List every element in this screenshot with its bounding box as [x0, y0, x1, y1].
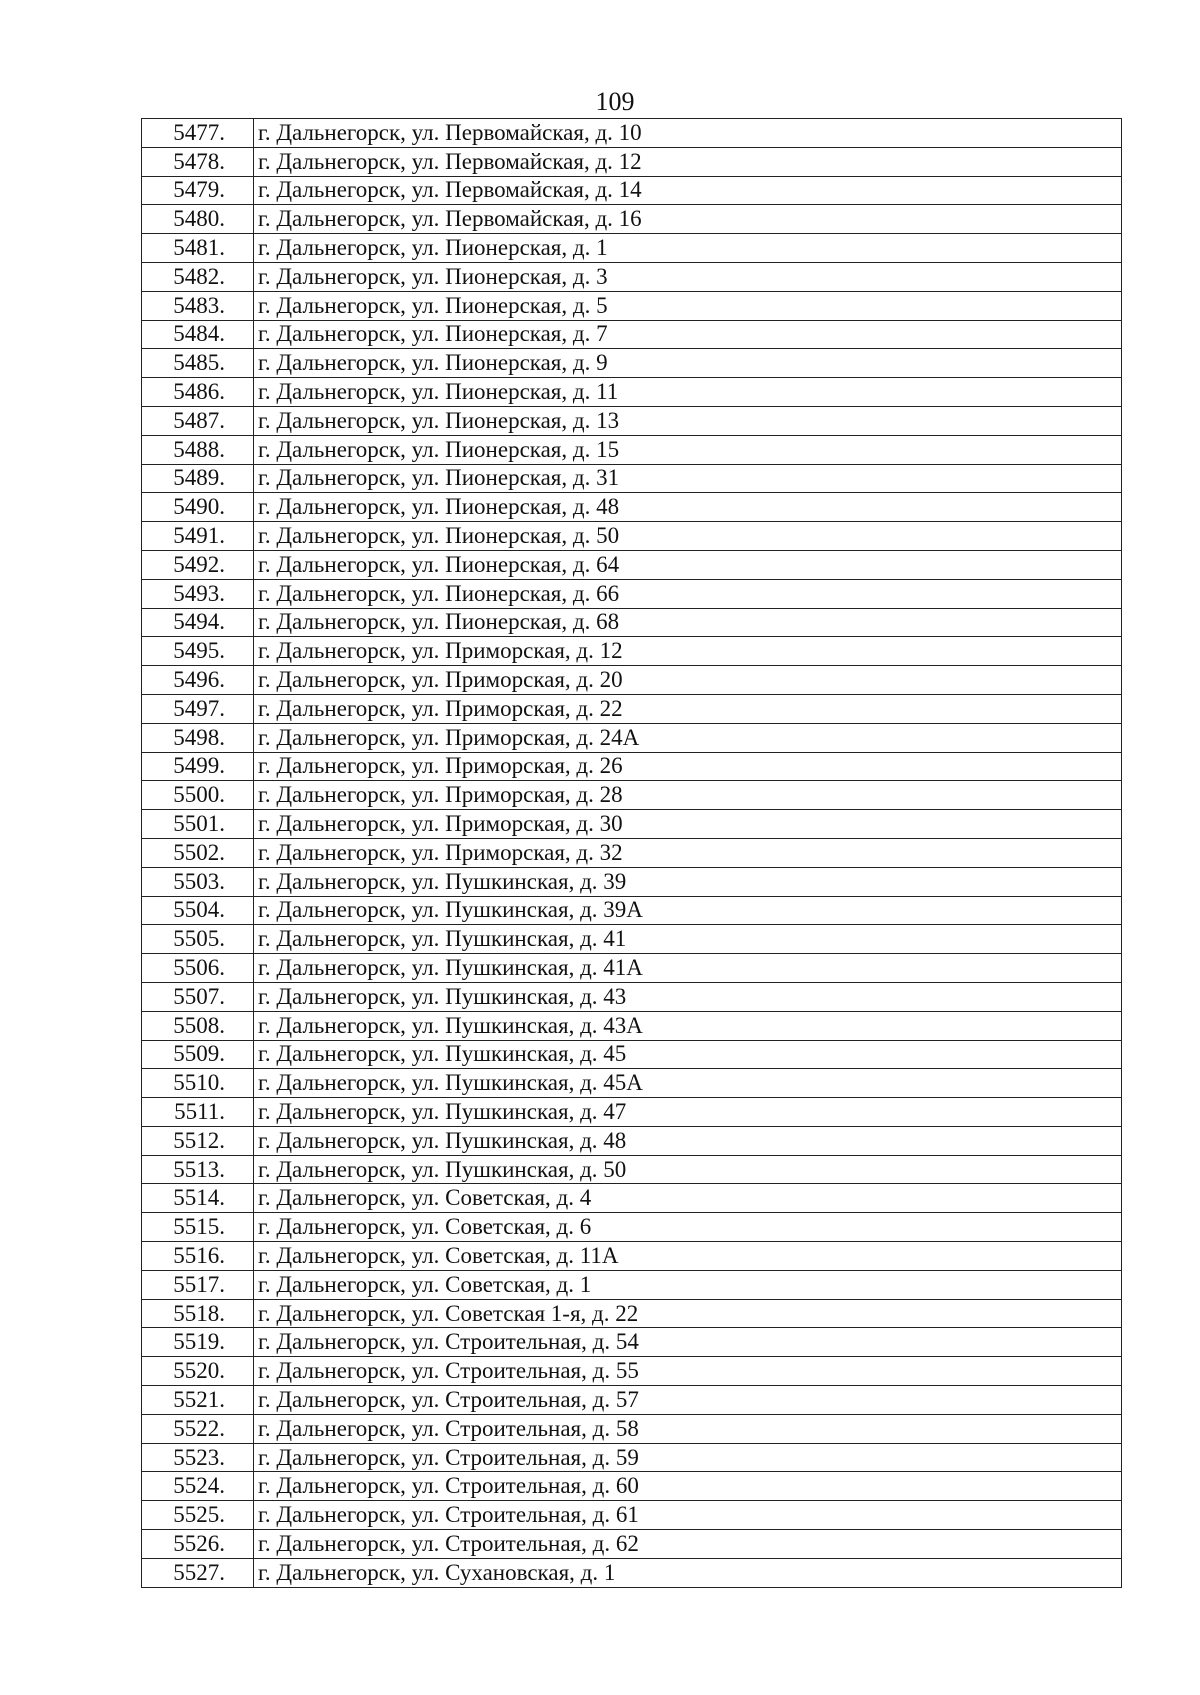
row-number: 5512. [142, 1126, 254, 1155]
table-row [142, 925, 1122, 954]
row-number: 5521. [142, 1386, 254, 1415]
table-row [142, 579, 1122, 608]
row-address: г. Дальнегорск, ул. Сухановская, д. 1 [254, 1558, 1122, 1587]
table-row [142, 176, 1122, 205]
table-row [142, 867, 1122, 896]
row-address: г. Дальнегорск, ул. Пионерская, д. 50 [254, 522, 1122, 551]
table-row [142, 1558, 1122, 1587]
table-row [142, 320, 1122, 349]
row-address: г. Дальнегорск, ул. Приморская, д. 22 [254, 694, 1122, 723]
row-address: г. Дальнегорск, ул. Первомайская, д. 12 [254, 147, 1122, 176]
row-address: г. Дальнегорск, ул. Пионерская, д. 66 [254, 579, 1122, 608]
row-address: г. Дальнегорск, ул. Пушкинская, д. 48 [254, 1126, 1122, 1155]
row-address: г. Дальнегорск, ул. Пушкинская, д. 39 [254, 867, 1122, 896]
row-address: г. Дальнегорск, ул. Советская, д. 4 [254, 1184, 1122, 1213]
table-row [142, 493, 1122, 522]
row-number: 5478. [142, 147, 254, 176]
row-number: 5520. [142, 1357, 254, 1386]
row-address: г. Дальнегорск, ул. Пионерская, д. 7 [254, 320, 1122, 349]
row-address: г. Дальнегорск, ул. Строительная, д. 61 [254, 1501, 1122, 1530]
row-number: 5504. [142, 896, 254, 925]
table-row [142, 1213, 1122, 1242]
table-row [142, 378, 1122, 407]
row-address: г. Дальнегорск, ул. Строительная, д. 55 [254, 1357, 1122, 1386]
table-row [142, 781, 1122, 810]
table-row [142, 1501, 1122, 1530]
row-address: г. Дальнегорск, ул. Приморская, д. 12 [254, 637, 1122, 666]
row-address: г. Дальнегорск, ул. Строительная, д. 59 [254, 1443, 1122, 1472]
row-number: 5511. [142, 1098, 254, 1127]
table-row [142, 637, 1122, 666]
row-number: 5501. [142, 810, 254, 839]
row-address: г. Дальнегорск, ул. Пионерская, д. 11 [254, 378, 1122, 407]
table-row [142, 1472, 1122, 1501]
table-row [142, 838, 1122, 867]
table-row [142, 1040, 1122, 1069]
table-row [142, 694, 1122, 723]
table-row [142, 1184, 1122, 1213]
table-row [142, 1126, 1122, 1155]
table-row [142, 982, 1122, 1011]
table-row [142, 464, 1122, 493]
table-row [142, 1242, 1122, 1271]
row-number: 5526. [142, 1530, 254, 1559]
row-number: 5496. [142, 666, 254, 695]
row-number: 5480. [142, 205, 254, 234]
table-row [142, 1098, 1122, 1127]
row-number: 5486. [142, 378, 254, 407]
row-number: 5507. [142, 982, 254, 1011]
row-number: 5484. [142, 320, 254, 349]
row-number: 5503. [142, 867, 254, 896]
table-row [142, 291, 1122, 320]
row-number: 5527. [142, 1558, 254, 1587]
row-address: г. Дальнегорск, ул. Пушкинская, д. 41 [254, 925, 1122, 954]
table-row [142, 1270, 1122, 1299]
row-address: г. Дальнегорск, ул. Пионерская, д. 68 [254, 608, 1122, 637]
row-number: 5479. [142, 176, 254, 205]
row-number: 5510. [142, 1069, 254, 1098]
row-number: 5505. [142, 925, 254, 954]
table-row [142, 1069, 1122, 1098]
row-address: г. Дальнегорск, ул. Пионерская, д. 13 [254, 406, 1122, 435]
table-row [142, 1328, 1122, 1357]
row-address: г. Дальнегорск, ул. Советская 1-я, д. 22 [254, 1299, 1122, 1328]
row-address: г. Дальнегорск, ул. Пушкинская, д. 50 [254, 1155, 1122, 1184]
row-address: г. Дальнегорск, ул. Пионерская, д. 9 [254, 349, 1122, 378]
row-number: 5477. [142, 119, 254, 148]
row-address: г. Дальнегорск, ул. Пионерская, д. 3 [254, 262, 1122, 291]
row-number: 5489. [142, 464, 254, 493]
row-address: г. Дальнегорск, ул. Пионерская, д. 1 [254, 234, 1122, 263]
row-number: 5482. [142, 262, 254, 291]
row-number: 5523. [142, 1443, 254, 1472]
row-number: 5491. [142, 522, 254, 551]
table-row [142, 810, 1122, 839]
row-address: г. Дальнегорск, ул. Пионерская, д. 64 [254, 550, 1122, 579]
row-address: г. Дальнегорск, ул. Приморская, д. 20 [254, 666, 1122, 695]
address-table-body [142, 119, 1122, 1588]
row-number: 5514. [142, 1184, 254, 1213]
row-address: г. Дальнегорск, ул. Пионерская, д. 48 [254, 493, 1122, 522]
table-row [142, 1530, 1122, 1559]
table-row [142, 954, 1122, 983]
row-address: г. Дальнегорск, ул. Советская, д. 6 [254, 1213, 1122, 1242]
row-address: г. Дальнегорск, ул. Строительная, д. 58 [254, 1414, 1122, 1443]
row-address: г. Дальнегорск, ул. Первомайская, д. 10 [254, 119, 1122, 148]
row-address: г. Дальнегорск, ул. Пушкинская, д. 39А [254, 896, 1122, 925]
row-number: 5492. [142, 550, 254, 579]
row-number: 5522. [142, 1414, 254, 1443]
row-number: 5481. [142, 234, 254, 263]
table-row [142, 522, 1122, 551]
row-number: 5488. [142, 435, 254, 464]
row-address: г. Дальнегорск, ул. Пушкинская, д. 45 [254, 1040, 1122, 1069]
table-row [142, 406, 1122, 435]
row-address: г. Дальнегорск, ул. Первомайская, д. 14 [254, 176, 1122, 205]
page-number: 109 [595, 87, 635, 116]
row-address: г. Дальнегорск, ул. Строительная, д. 54 [254, 1328, 1122, 1357]
table-row [142, 1386, 1122, 1415]
row-number: 5518. [142, 1299, 254, 1328]
row-address: г. Дальнегорск, ул. Приморская, д. 24А [254, 723, 1122, 752]
row-address: г. Дальнегорск, ул. Пушкинская, д. 43 [254, 982, 1122, 1011]
table-row [142, 752, 1122, 781]
row-address: г. Дальнегорск, ул. Пушкинская, д. 47 [254, 1098, 1122, 1127]
row-address: г. Дальнегорск, ул. Приморская, д. 26 [254, 752, 1122, 781]
row-number: 5513. [142, 1155, 254, 1184]
row-number: 5487. [142, 406, 254, 435]
row-address: г. Дальнегорск, ул. Строительная, д. 57 [254, 1386, 1122, 1415]
row-number: 5524. [142, 1472, 254, 1501]
table-row [142, 608, 1122, 637]
row-address: г. Дальнегорск, ул. Первомайская, д. 16 [254, 205, 1122, 234]
row-number: 5483. [142, 291, 254, 320]
row-address: г. Дальнегорск, ул. Пионерская, д. 5 [254, 291, 1122, 320]
row-address: г. Дальнегорск, ул. Приморская, д. 30 [254, 810, 1122, 839]
table-row [142, 262, 1122, 291]
row-number: 5515. [142, 1213, 254, 1242]
table-row [142, 896, 1122, 925]
row-address: г. Дальнегорск, ул. Пионерская, д. 15 [254, 435, 1122, 464]
row-number: 5500. [142, 781, 254, 810]
row-address: г. Дальнегорск, ул. Пионерская, д. 31 [254, 464, 1122, 493]
row-address: г. Дальнегорск, ул. Советская, д. 11А [254, 1242, 1122, 1271]
row-number: 5499. [142, 752, 254, 781]
table-row [142, 1299, 1122, 1328]
row-number: 5495. [142, 637, 254, 666]
row-number: 5497. [142, 694, 254, 723]
row-address: г. Дальнегорск, ул. Пушкинская, д. 45А [254, 1069, 1122, 1098]
row-number: 5498. [142, 723, 254, 752]
table-row [142, 1357, 1122, 1386]
row-address: г. Дальнегорск, ул. Строительная, д. 62 [254, 1530, 1122, 1559]
row-number: 5490. [142, 493, 254, 522]
address-table [141, 118, 1122, 1588]
table-row [142, 435, 1122, 464]
table-row [142, 349, 1122, 378]
row-number: 5509. [142, 1040, 254, 1069]
row-number: 5508. [142, 1011, 254, 1040]
row-number: 5516. [142, 1242, 254, 1271]
row-address: г. Дальнегорск, ул. Приморская, д. 28 [254, 781, 1122, 810]
row-number: 5502. [142, 838, 254, 867]
table-row [142, 234, 1122, 263]
row-number: 5517. [142, 1270, 254, 1299]
row-number: 5525. [142, 1501, 254, 1530]
table-row [142, 1414, 1122, 1443]
table-row [142, 550, 1122, 579]
row-address: г. Дальнегорск, ул. Советская, д. 1 [254, 1270, 1122, 1299]
table-row [142, 147, 1122, 176]
row-address: г. Дальнегорск, ул. Пушкинская, д. 41А [254, 954, 1122, 983]
table-row [142, 666, 1122, 695]
row-number: 5494. [142, 608, 254, 637]
table-row [142, 723, 1122, 752]
row-address: г. Дальнегорск, ул. Пушкинская, д. 43А [254, 1011, 1122, 1040]
row-number: 5493. [142, 579, 254, 608]
table-row [142, 1443, 1122, 1472]
row-number: 5485. [142, 349, 254, 378]
row-number: 5519. [142, 1328, 254, 1357]
table-row [142, 1155, 1122, 1184]
row-number: 5506. [142, 954, 254, 983]
table-row [142, 1011, 1122, 1040]
row-address: г. Дальнегорск, ул. Строительная, д. 60 [254, 1472, 1122, 1501]
row-address: г. Дальнегорск, ул. Приморская, д. 32 [254, 838, 1122, 867]
table-row [142, 205, 1122, 234]
table-row [142, 119, 1122, 148]
